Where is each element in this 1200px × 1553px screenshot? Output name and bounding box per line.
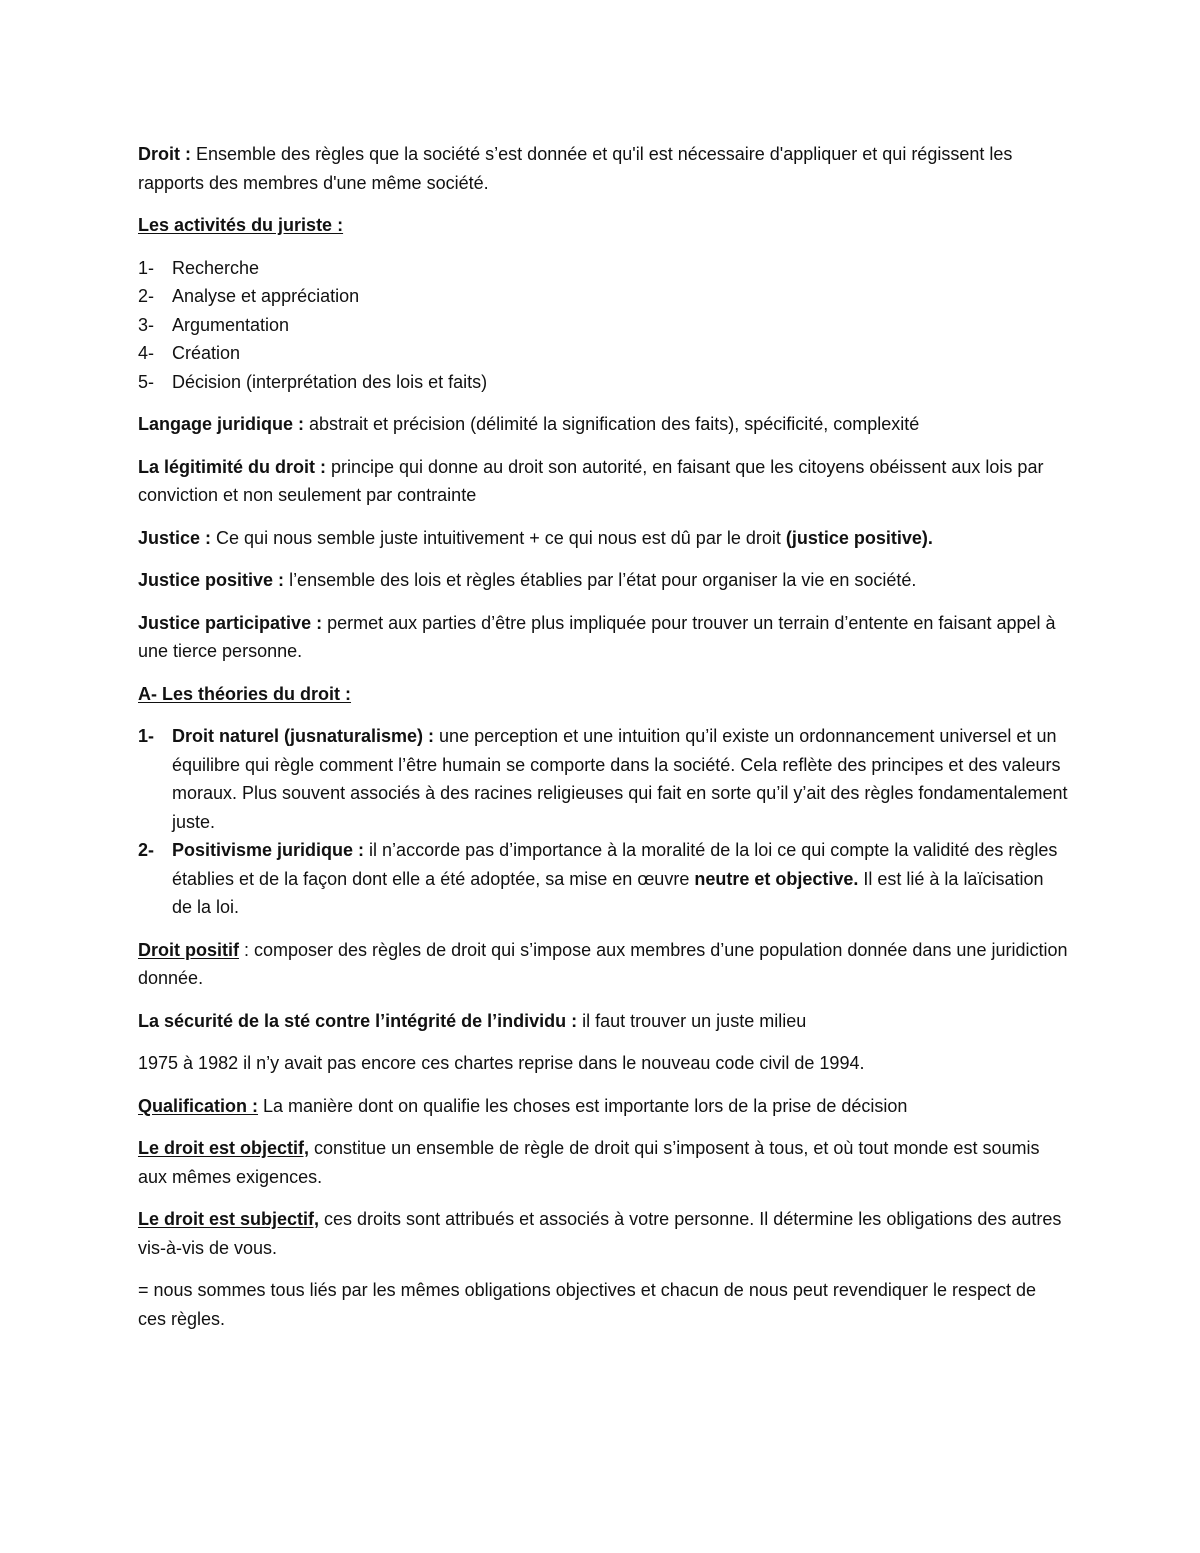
paragraph-justice-positive [138,566,1068,595]
paragraph-securite [138,1007,1068,1036]
list-item-text: Décision (interprétation des lois et faits) [172,371,488,392]
definition-justice: Ce qui nous semble juste intuitivement + ce qui nous est dû par le droit [211,527,786,548]
term-justice-participative: Justice participative : [138,612,323,633]
paragraph-droit-objectif [138,1134,1068,1191]
list-item [138,722,1068,836]
theories-list [138,722,1068,922]
activities-list [138,254,1068,397]
conclusion-text: = nous sommes tous liés par les mêmes obligations objectives et chacun de nous peut revendiquer le respect de ces règles. [138,1280,1037,1329]
definition-droit-naturel: une perception et une intuition qu’il existe un ordonnancement universel et un équilibre qui règle comment l’être humain se comporte dans la société. Cela reflète des principes et des valeurs moraux. Plus souvent associés à des racines religieuses qui fait en sorte qu’il y’ait des règles fondamentalement juste. [172,726,1068,832]
list-item-text: Analyse et appréciation [172,286,360,306]
term-droit-objectif: Le droit est objectif, [138,1138,310,1158]
term-qualification: Qualification : [138,1095,259,1116]
list-item-number: 1- [138,257,155,278]
justice-positive-note: (justice positive). [785,527,933,548]
definition-positivisme-a: il n’accorde pas d’importance à la moralité de la loi ce qui compte la validité des règles établies et de la façon dont elle a été adoptée, sa mise en œuvre [172,840,1058,889]
term-positivisme: Positivisme juridique : [172,840,365,860]
list-item [138,836,1068,922]
heading-theories-label: A- Les théories du droit : [138,683,352,704]
definition-droit: Ensemble des règles que la société s’est donnée et qu'il est nécessaire d'appliquer et qui régissent les rapports des membres d'une même société. [138,144,1013,193]
term-droit-positif: Droit positif [138,939,239,960]
heading-theories [138,680,1068,709]
definition-positivisme-b: Il est lié à la laïcisation de la loi. [172,868,1044,917]
list-item-number: 2- [138,840,155,860]
heading-activites-label: Les activités du juriste : [138,215,344,235]
dates-text: 1975 à 1982 il n’y avait pas encore ces chartes reprise dans le nouveau code civil de 1994. [138,1053,865,1073]
heading-activites [138,211,1068,240]
document-page [138,140,1068,1347]
term-legitimite: La légitimité du droit : [138,456,326,477]
term-justice-positive: Justice positive : [138,570,285,590]
paragraph-langage-juridique [138,410,1068,439]
term-droit-naturel: Droit naturel (jusnaturalisme) : [172,726,435,746]
list-item [138,339,1068,368]
paragraph-dates [138,1049,1068,1078]
list-item [138,282,1068,311]
list-item-number: 2- [138,286,155,306]
paragraph-legitimite [138,453,1068,510]
definition-legitimite: principe qui donne au droit son autorité, en faisant que les citoyens obéissent aux lois par conviction et non seulement par contrainte [138,456,1044,505]
term-droit-subjectif: Le droit est subjectif, [138,1209,320,1229]
term-langage-juridique: Langage juridique : [138,414,305,434]
list-item [138,254,1068,283]
paragraph-justice [138,524,1068,553]
list-item [138,311,1068,340]
term-droit: Droit : [138,144,191,164]
definition-droit-objectif: constitue un ensemble de règle de droit qui s’imposent à tous, et où tout monde est soumis aux mêmes exigences. [138,1138,1040,1187]
definition-qualification: La manière dont on qualifie les choses est importante lors de la prise de décision [258,1095,908,1116]
list-item-number: 1- [138,726,155,746]
term-justice: Justice : [138,527,212,548]
definition-langage-juridique: abstrait et précision (délimité la signification des faits), spécificité, complexité [304,414,920,434]
paragraph-conclusion [138,1276,1068,1333]
list-item-text [172,722,1068,836]
definition-securite: il faut trouver un juste milieu [577,1010,807,1031]
paragraph-droit-subjectif [138,1205,1068,1262]
definition-positivisme-emphasis: neutre et objective. [694,868,859,889]
definition-justice-positive: l’ensemble des lois et règles établies par l’état pour organiser la vie en société. [284,570,917,590]
list-item-text: Recherche [172,257,260,278]
list-item-number: 3- [138,314,155,335]
paragraph-justice-participative [138,609,1068,666]
definition-droit-subjectif: ces droits sont attribués et associés à votre personne. Il détermine les obligations des autres vis-à-vis de vous. [138,1209,1062,1258]
paragraph-droit-definition [138,140,1068,197]
list-item-text [172,836,1068,922]
list-item-number: 5- [138,371,155,392]
paragraph-droit-positif [138,936,1068,993]
definition-justice-participative: permet aux parties d’être plus impliquée pour trouver un terrain d’entente en faisant appel à une tierce personne. [138,612,1056,661]
definition-droit-positif: : composer des règles de droit qui s’impose aux membres d’une population donnée dans une juridiction donnée. [138,939,1068,988]
term-securite: La sécurité de la sté contre l’intégrité de l’individu : [138,1010,578,1031]
list-item-text: Création [172,343,241,363]
list-item-text: Argumentation [172,314,290,335]
list-item [138,368,1068,397]
list-item-number: 4- [138,343,155,363]
paragraph-qualification [138,1092,1068,1121]
